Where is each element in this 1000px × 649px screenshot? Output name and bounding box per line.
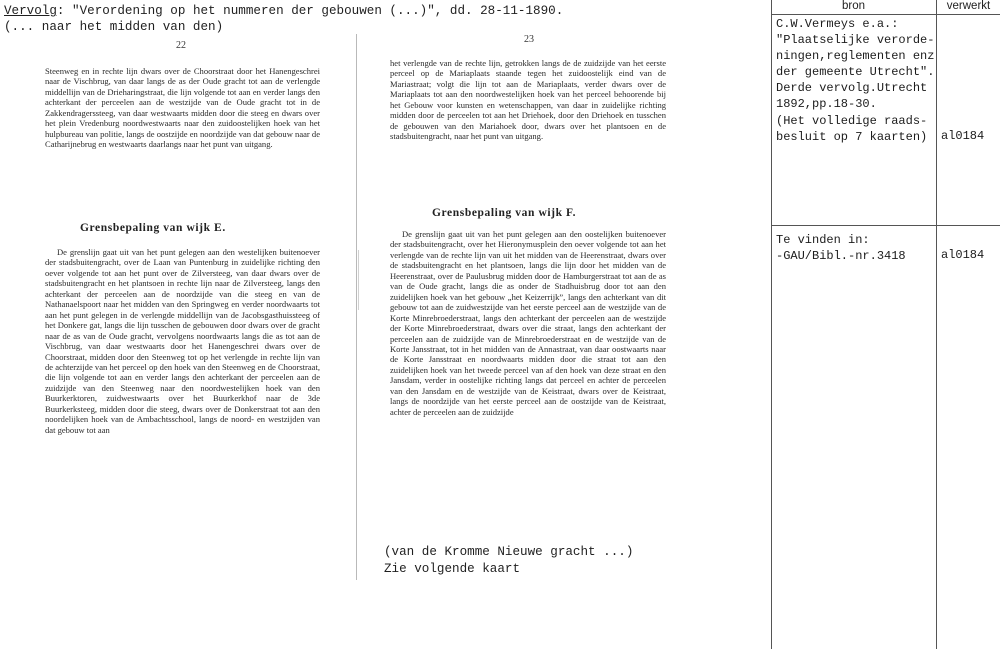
left-page-intro	[45, 66, 320, 150]
column-header-verwerkt: verwerkt	[946, 0, 991, 12]
continuation-note: (van de Kromme Nieuwe gracht ...)	[384, 545, 634, 559]
processed-code: al0184	[941, 129, 985, 143]
location-line: Te vinden in:	[776, 233, 870, 247]
source-line: (Het volledige raads-	[776, 113, 928, 128]
heading-continuation: (... naar het midden van den)	[4, 20, 224, 34]
next-map-note: Zie volgende kaart	[384, 562, 521, 576]
left-intro-text: Steenweg en in rechte lijn dwars over de Choorstraat door het Hanengeschrei naar de Vischbrug, van daar langs de as der Oude gracht tot aan de verlengde middellijn van de Drieharingstraat, die lijn volgende tot aan en verder langs den achterkant der perceelen aan de westzijde van de Oude gracht tot in de Zakkendragerssteeg, van daar westwaarts midden door die steeg en dwars over het plein Vredenburg noordwestwaarts naar den zuidoostelijken hoek van het hulpbureau van politie, langs de oostzijde en noordzijde van dat gebouw naar de Catharijnebrug en westwaarts daarlangs naar het punt van uitgang.	[45, 66, 320, 150]
processed-code: al0184	[941, 248, 985, 262]
left-page-section	[45, 247, 320, 435]
section-title-wijk-f: Grensbepaling van wijk F.	[432, 207, 577, 219]
page-number-right: 23	[524, 34, 534, 45]
heading-title: : "Verordening op het nummeren der gebouwen (...)", dd. 28-11-1890.	[56, 4, 564, 18]
metadata-panel	[771, 0, 1000, 649]
right-page-section	[390, 229, 666, 417]
heading-prefix: Vervolg	[4, 4, 57, 18]
panel-column-divider	[936, 0, 937, 649]
source-citation	[776, 16, 934, 145]
wijk-e-text: De grenslijn gaat uit van het punt gelegen aan den westelijken buitenoever der stadsbuitengracht, over de Laan van Puntenburg in zuidelijke richting den oever volgende tot aan het punt over de Zilversteeg, van daar dwars over de stadsbuitengracht en het plantsoen in rechte lijn naar de Zilversteeg, langs den achterkant der perceelen aan de noordzijde van die steeg en van de Nathanaelspoort naar het midden van den Springweg en verder noordwaarts tot aan het punt gelegen in de verlengde middellijn van de Jacobsgasthuissteeg of het Donkere gat, langs die lijn tusschen de gebouwen door dwars over de gracht naar de as van de Oude gracht, vervolgens noordwaarts langs die as tot aan de Vischbrug, van daar westwaarts door het Hanengeschrei dwars over de Choorstraat, midden door den Steenweg tot op het verlengde in rechte lijn van de achterzijde van het perceel op den hoek van den Steenweg en de Choorstraat, die lijn volgende tot aan en verder langs den achterkant der perceelen aan de zuidzijde van den Steenweg naar den noordwestelijken hoek van den Buurkerktoren, zuidwestwaarts over het Buurkerkhof naar de 3de Buurkerksteeg, midden door die steeg, dwars over de Donkerstraat tot aan den noordelijken hoek van de Ambachtsschool, langs de noord- en westzijden van dat gebouw tot aan	[45, 247, 320, 435]
document-heading	[4, 4, 563, 18]
page-number-left: 22	[176, 40, 186, 51]
page-gutter-line	[356, 34, 357, 580]
source-line: der gemeente Utrecht".	[776, 65, 935, 80]
location-line: -GAU/Bibl.-nr.3418	[776, 249, 906, 264]
section-title-wijk-e: Grensbepaling van wijk E.	[80, 222, 226, 234]
source-line: "Plaatselijke verorde-	[776, 33, 935, 48]
source-line: besluit op 7 kaarten)	[776, 129, 928, 144]
page-gutter-shadow	[358, 250, 359, 310]
panel-section-rule	[771, 225, 1000, 226]
archive-location	[776, 232, 906, 264]
source-line: 1892,pp.18-30.	[776, 97, 877, 112]
column-header-bron: bron	[841, 0, 866, 12]
wijk-f-text: De grenslijn gaat uit van het punt gelegen aan den oostelijken buitenoever der stadsbuitengracht, over het Hieronymusplein den oever volgende tot aan het verlengde van de rechte lijn van uit het midden van de Heerenstraat, dwars over de stadsbuitengracht en het plantsoen, langs die lijn door het midden van de Heerenstraat, over de Paulusbrug midden door de Hamburgerstraat tot aan de as van de Oude gracht, langs die as onder de Stadhuisbrug door tot aan den zuidelijken hoek van het gebouw „het Keizerrijk”, langs den achterkant van dit gebouw tot aan de zuidwestzijde van het eerste perceel aan de westzijde van de Korte Minrebroederstraat, langs den achterkant der perceelen aan de westzijde der Korte Minrebroederstraat, dwars over die straat, langs den achterkant der perceelen aan de zuidzijde van de Minrebroederstraat en de westzijde van de Korte Jansstraat, tot in het midden van de Annastraat, van daar oostwaarts naar de Korte Jansstraat en noordwaarts midden door die straat tot aan den zuidelijken hoek van het tweede perceel van af den hoek van deze straat en den Jansdam, verder in oostelijke richting langs dat perceel en achter de perceelen van den Jansdam en de westzijde van de Keistraat, dwars over de Keistraat, langs de noordzijde van het eerste perceel aan de oostzijde van de Keistraat, achter de perceelen aan de zuidzijde	[390, 229, 666, 417]
source-line: Derde vervolg.Utrecht	[776, 81, 928, 96]
right-page-intro	[390, 58, 666, 142]
source-line: ningen,reglementen enz	[776, 49, 935, 64]
right-intro-text: het verlengde van de rechte lijn, getrokken langs de de zuidzijde van het eerste perceel op de Mariaplaats staande tegen het zuidoostelijk eind van de Mariastraat; volgt die lijn tot aan de Mariaplaats, verder dwars over de Mariaplaats tot aan den noordwestelijken hoek van het perceel behoorende bij het Gebouw voor kunsten en wetenschappen, van daar in zuidelijke richting midden door de perceelen tot aan het Driehoek, door den Driehoek en tusschen de gebouwen van den Mariahoek door, dwars over het plantsoen en de stadsbuitengracht, naar het punt van uitgang.	[390, 58, 666, 142]
source-line: C.W.Vermeys e.a.:	[776, 17, 899, 31]
panel-header-rule	[771, 14, 1000, 15]
panel-left-border	[771, 0, 772, 649]
